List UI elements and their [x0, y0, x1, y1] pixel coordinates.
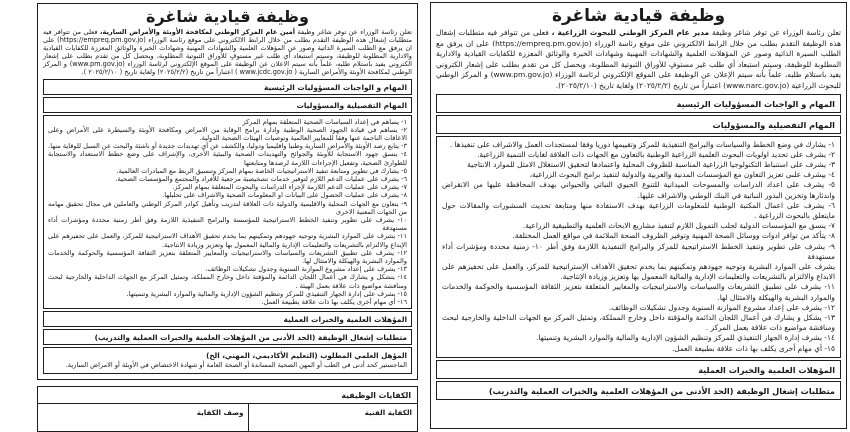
required-degree-box — [43, 347, 412, 373]
duty-item: ٤- ييشرف علىى تعزيز التعاون مع المؤسسات المدنية والعربية والدولية لتنفيذ برامج البحوث الزراعية، — [529, 170, 835, 180]
section-requirements: متطلبات إشغال الوظيفة (الحد الأدنى من المؤهلات العلمية والخبرات العملية والتدريب) — [436, 381, 841, 400]
duty-item: ١٤- يشرف إدارة الجهاز التنفيذي للمركز وتنظيم الشؤون الإدارية والمالية والموارد البشرية وتنميتها. — [536, 333, 835, 343]
duty-item: ١٦- أي مهام أخرى يكلف بها ذات علاقة بطبيعة العمل. — [261, 298, 407, 307]
duty-item: ٣- يشرف على استنباط التكنولوجيا الزراعية المناسبة للظروف المحلية واعتمادها لتحقيق الاستغلال الامثل للموارد الانتاجية — [467, 159, 835, 169]
duty-item: ٥- يشرف على اعداد الدراسات والمسوحات الميدانية للتنوع الحيوي النباتي والحيواني بهدف المحافظة عليها من الانقراض واندثارها وتخزين البذور النباتية في البنك الوطني والاشراف عليها. — [442, 180, 835, 200]
duty-item: ٣- يتابع رصد الأوبئة والأمراض السارية وطنيا واقليميا ودوليا، والكشف عن أي تهديدات جديدة أو ناشئة والبحث عن السبل للوقاية منها. — [48, 142, 407, 151]
section-qualifications: المؤهلات العلمية والخبرات العملية — [436, 360, 841, 379]
required-degree-value: الماجستير كحد أدنى في الطب أو المهن الصحية المساندة أو الصحة العامة أو شهادة الاختصاص في الأوبئة أو الامراض السارية. — [65, 361, 407, 370]
intro-body: فعلى من تتوافر فيه متطلبات إشغال هذه الوظيفة التقدم بطلب من خلال الرابط الالكتروني على موقع رئاسة الوزراء (https://empreq.pm.gov.jo) على ان يرفق مع الطلب السيرة الذاتية وصور عن المؤهلات العلمية والشهادات المهنية وشهادات الخبرة والوثائق المعززة للكفايات القيادية والادارية المطلوبة للوظيفة، وسيتم استبعاد أي طلب غير مستوفٍ للأوراق الثبوتية المطلوبة، ويحصل كل من تقدم بطلب على إشعار الكتروني يفيد باستلام طلبه، علماً بأنه سيتم الاعلان عن الوظيفة على الموقع الإلكتروني لرئاسة الوزراء (www.pm.gov.jo) و المركز الوطني لمكافحة الأوبئة والأمراض السارية ( www.jcdc.gov.jo ) اعتباراً من تاريخ (٢٠٢٥/٢/٢) ولغاية تاريخ ( ٢٠٢٥/٢/١٠ ). — [43, 28, 412, 77]
duty-item: ٦- يشرف على اعمال المكتبة الوطنية للمعلومات الزراعية بهدف الاستفادة منها ومتابعة تحديث المنشورات والمقالات حول مايتعلق بالبحوث الزراعية . — [442, 200, 835, 220]
duty-item: ١- يشارك في وضع الخطط والسياسات والبرامج التنفيذية للمركز وتقييمها دوريا وفقا لمستجدات العمل والاشراف على تنفيذها . — [449, 139, 835, 149]
announcement-epidemics-center — [37, 3, 418, 432]
duty-item: ١٥- أي مهام أخرى يكلف بها ذات علاقة بطبيعة العمل. — [671, 343, 835, 353]
intro-body: فعلى من تتوافر فيه متطلبات إشغال هذه الوظيفة التقدم بطلب من خلال الرابط الالكتروني على موقع رئاسة الوزراء (https://empreq.pm.gov.jo) على ان يرفق مع الطلب السيرة الذاتية وصور عن المؤهلات العلمية والشهادات المهنية وشهادات الخبرة والوثائق المعززة للكفايات القيادية والادارية المطلوبة للوظيفة، وسيتم استبعاد أي طلب غير مستوفٍ للأوراق الثبوتية المطلوبة، ويحصل كل من تقدم بطلب على إشعار الكتروني يفيد باستلام طلبه، علماً بأنه سيتم الإعلان عن الوظيفة على الموقع الإلكتروني لرئاسة الوزراء (www.pm.gov.jo) و المركز الوطني للبحوث الزراعية (www.narc.gov.jo) اعتباراً من تاريخ (٢٠٢٥/٢/٢) ولغاية تاريخ (٢٠٢٥/٢/١٠). — [436, 28, 841, 90]
duty-item: ٤- ينسق جهود الاستجابة للأوبئة والجوائح والتهديدات الصحية والبيئية الأخرى، والإشراف على وضع خطط الاستعداد والاستجابة للطوارئ الصحية، وتفعيل الإجراءات اللازمة لرصدها ومتابعتها — [48, 150, 407, 167]
duty-item: ٢- يشرف على تحديد اولويات البحوث العلمية الزراعية الوطنية بالتعاون مع الجهات ذات العلاقة لغايات التنمية الزراعية. — [477, 149, 835, 159]
duty-item: ٩- يتعاون مع الجهات المحلية والاقليمية والدولية ذات العلاقة لتدريب وتأهيل كوادر المركز الوطني والعاملين في مجال تحقيق مهامه من الجهات المعنية الاخرى — [48, 199, 407, 216]
duty-item: ١٠- يشرف على تطوير وتنفيذ الخطط الاستراتيجية للمؤسسة والبرامج التنفيذية اللازمة وفق أطر زمنية محددة ومؤشرات أداء مستهدفة — [48, 216, 407, 233]
intro-paragraph — [436, 28, 841, 92]
section-main-duties: المهام و الواجبات المسؤوليات الرئيسية — [436, 94, 841, 113]
required-degree-label: المؤهل العلمي المطلوب (التعليم الأكاديمي، المهني، الخ) — [206, 351, 407, 361]
competency-col-description: وصف الكفاية — [196, 407, 244, 417]
section-requirements: متطلبات إشغال الوظيفة (الحد الأدنى من المؤهلات العلمية والخبرات العملية والتدريب) — [43, 329, 412, 345]
duty-item: ٥- يشارك في تطوير ومتابعة تنفيذ الاستراتيجيات الخاصة بمهام المركز وتنسيق الربط مع المبادرات العالمية. — [116, 166, 407, 175]
intro-paragraph — [43, 28, 412, 77]
duty-item: ١٤- يتشكل و يشارك في أعمال اللجان الدائمة والمؤقتة داخل وخارج المملكة، وتمثيل المركز مع الجهات الداخلية والخارجية لبحث ومناقشة مواضيع ذات علاقة بعمل الهيئة . — [48, 273, 407, 290]
duty-item: ١٢- يشرف على تطبيق التشريعات والسياسات والاستراتيجيات والمعايير المتعلقة بتعزيز الثقافة المؤسسية والحوكمة والخدمات والموارد البشرية والهيكلة والامتثال لها. — [48, 248, 407, 266]
duty-item: ٧- ينسق مع المؤسسات الدولية لجلب التمويل اللازم لتنفيذ مشاريع الابحاث العلمية والتطبيقية الزراعية. — [522, 221, 835, 231]
competencies-table — [37, 386, 418, 432]
section-qualifications: المؤهلات العلمية والخبرات العملية — [43, 311, 412, 327]
vacancy-title: وظيفة قيادية شاغرة — [146, 7, 309, 26]
announcement-agricultural-research-center — [430, 2, 847, 429]
section-detailed-duties: المهام التفصيلية والمسؤوليات — [43, 97, 412, 113]
competencies-header: الكفايات الوظيفية — [38, 387, 417, 404]
competencies-columns — [38, 404, 417, 431]
duty-item: ١١- يشرف على تطبيق التشريعات والسياسات والاستراتيجيات والمعايير المتعلقة بتعزيز الثقافة المؤسسية والحوكمة والخدمات والموارد البشرية والهيكلة والامتثال لها. — [442, 282, 835, 302]
duties-list — [436, 136, 841, 358]
vacancy-title: وظيفة قيادية شاغرة — [551, 6, 726, 26]
competency-col-technical: الكفاية الفنية — [248, 404, 417, 431]
duty-item: ٩- يشرف على تطوير وتنفيذ الخطط الاستراتيجية للمركز والبرامج التنفيذية اللازمة وفق أطر ١٠- زمنية محددة ومؤشرات أداء مستهدفة — [442, 241, 835, 261]
position-name: أمين عام المركز الوطني لمكافحة الأوبئة والأمراض السارية، — [99, 28, 295, 36]
duty-item: ١١- يشرف على الموارد البشرية وتوجيه جهودهم وتمكينهم بما يخدم تحقيق الأهداف الاستراتيجية للمركز، والعمل على تحفيزهم على الإبداع والالتزام بالتشريعات والتعليمات الإدارية والمالية المعمول بها وتعزيز وزيادة الانتاجية. — [48, 232, 407, 249]
announcement-frame — [430, 2, 847, 429]
section-detailed-duties: المهام التفصيلية والمسؤوليات — [436, 115, 841, 134]
section-main-duties: المهام و الواجبات المسؤوليات الرئيسية — [43, 79, 412, 95]
duty-item: ١٣- يشرف على إعداد مشروع الموازنة السنوية وجدول تشكيلات الوظائف. — [205, 265, 407, 274]
duty-item: ١٥- يشرف على إدارة الجهاز التنفيذي للمركز وتنظيم الشؤون الإدارية والمالية والموارد البشرية وتنميتها. — [126, 289, 407, 298]
duty-item: ٢- يساهم في قيادة الجهود الصحية الوطنية وادارة برامج الوقاية من الامراض ومكافحة الأوبئة والسيطرة على الأمراض وعلى الاعاقات الناجمة عنها وفقا للمعايير العالمية وتوصيات الهيئات الصحية الدولية. — [48, 125, 407, 142]
duty-item: ٨- يشرف على عمليات الحصول على البيانات او المعلومات الصحية والاشراف على تحليلها. — [162, 191, 407, 200]
duty-item: ٦- يشرف على عمليات الدعم اللازم لتوفير خدمات تشخيصية مرجعية للأفراد والمجتمع والمؤسسات الصحية. — [115, 174, 407, 183]
intro-lead: تعلن رئاسة الوزراء عن توفر شاغر وظيفة — [297, 28, 412, 36]
duties-list — [43, 115, 412, 310]
duty-item: ١٣- يشكل و يشارك في أعمال اللجان الدائمة والمؤقتة داخل وخارج المملكة، وتمثيل المركز مع الجهات الداخلية والخارجية لبحث ومناقشة مواضيع ذات علاقة بعمل المركز . — [442, 313, 835, 333]
intro-lead: تعلن رئاسة الوزراء عن توفر شاغر وظيفة — [711, 28, 841, 37]
duty-item: ٧- يشرف على عمليات الدعم اللازمة لإجراء الدراسات والبحوث المتعلقة بمهام المركز. — [172, 183, 407, 192]
duty-item: يشرف على الموارد البشرية وتوجيه جهودهم وتمكينهم بما يخدم تحقيق الأهداف الإستراتيجية للمركز، والعمل على تحفيزهم على الابداع والالتزام بالتشريعات والتعليمات الإدارية والمالية المعمول بها وتعزيز وزيادة الإنتاجية. — [442, 262, 835, 282]
position-name: مدير عام المركز الوطني للبحوث الزراعية ، — [551, 28, 710, 37]
duty-item: ٨- يتأكد من توافر ادوات ووسائل الصحة المهنية وتوفير الظروف الصحة الملائمة في مواقع العمل المختلفة. — [512, 231, 835, 241]
duty-item: ١- يساهم في إعداد السياسات الصحية المتعلقة بمهام المركز — [242, 117, 407, 126]
announcement-frame — [37, 3, 418, 380]
duty-item: ١٢- يشرف على إعداد مشروع الموازنة السنوية وجدول تشكيلات الوظائف. — [608, 302, 835, 312]
